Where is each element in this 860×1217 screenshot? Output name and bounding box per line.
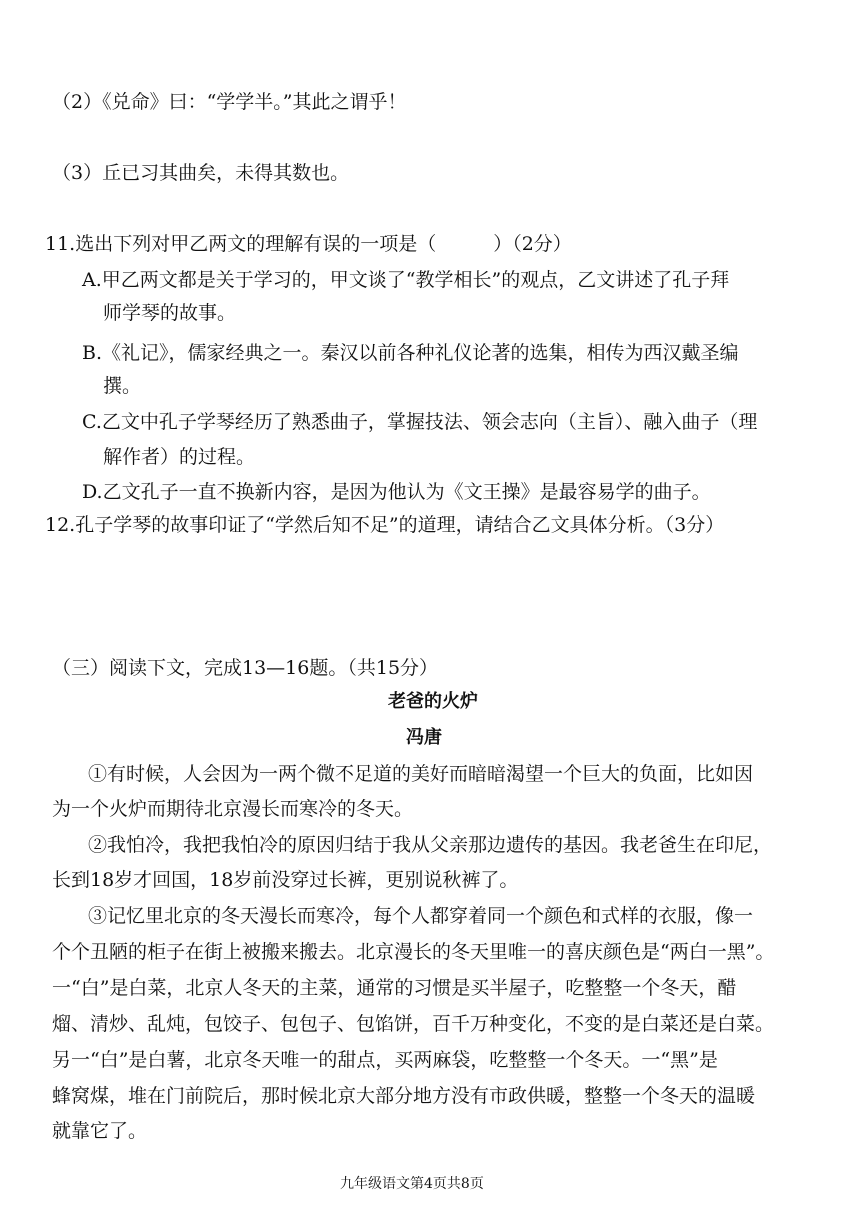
section-3-heading: （三）阅读下文，完成13—16题。（共15分）	[52, 657, 439, 679]
question-10-item-3: （3）丘已习其曲矣，未得其数也。	[52, 162, 350, 184]
question-12: 12.孔子学琴的故事印证了“学然后知不足”的道理，请结合乙文具体分析。（3分）	[45, 514, 725, 536]
paragraph-3-line-2: 个个丑陋的柜子在街上被搬来搬去。北京漫长的冬天里唯一的喜庆颜色是“两白一黑”。	[52, 941, 775, 963]
option-b-line-1: B.《礼记》，儒家经典之一。秦汉以前各种礼仪论著的选集，相传为西汉戴圣编	[82, 342, 739, 364]
paragraph-3-line-4: 熘、清炒、乱炖，包饺子、包包子、包馅饼，百千万种变化，不变的是白菜还是白菜。	[52, 1013, 775, 1035]
option-b-line-2: 撰。	[103, 375, 142, 397]
option-d-line-1: D.乙文孔子一直不换新内容，是因为他认为《文王操》是最容易学的曲子。	[82, 481, 711, 503]
option-c-line-2: 解作者）的过程。	[103, 446, 256, 468]
paragraph-2-line-1: ②我怕冷，我把我怕冷的原因归结于我从父亲那边遗传的基因。我老爸生在印尼，	[88, 834, 773, 856]
paragraph-3-line-1: ③记忆里北京的冬天漫长而寒冷，每个人都穿着同一个颜色和式样的衣服，像一	[88, 905, 754, 927]
page-footer: 九年级语文第4页共8页	[340, 1176, 484, 1192]
paragraph-1-line-2: 为一个火炉而期待北京漫长而寒冷的冬天。	[52, 798, 414, 820]
paragraph-2-line-2: 长到18岁才回国，18岁前没穿过长裤，更别说秋裤了。	[52, 869, 519, 891]
paragraph-1-line-1: ①有时候，人会因为一两个微不足道的美好而暗暗渴望一个巨大的负面，比如因	[88, 763, 754, 785]
paragraph-3-line-7: 就靠它了。	[52, 1120, 148, 1142]
paragraph-3-line-5: 另一“白”是白薯，北京冬天唯一的甜点，买两麻袋，吃整整一个冬天。一“黑”是	[52, 1049, 718, 1071]
option-a-line-1: A.甲乙两文都是关于学习的，甲文谈了“教学相长”的观点，乙文讲述了孔子拜	[82, 269, 730, 291]
question-11-stem: 11.选出下列对甲乙两文的理解有误的一项是（ ）（2分）	[45, 233, 572, 255]
article-title: 老爸的火炉	[388, 691, 478, 712]
paragraph-3-line-3: 一“白”是白菜，北京人冬天的主菜，通常的习惯是买半屋子，吃整整一个冬天，醋	[52, 977, 737, 999]
option-c-line-1: C.乙文中孔子学琴经历了熟悉曲子，掌握技法、领会志向（主旨）、融入曲子（理	[82, 411, 758, 433]
paragraph-3-line-6: 蜂窝煤，堆在门前院后，那时候北京大部分地方没有市政供暖，整整一个冬天的温暖	[52, 1085, 756, 1107]
article-author: 冯唐	[406, 727, 442, 748]
option-a-line-2: 师学琴的故事。	[103, 302, 237, 324]
question-10-item-2: （2）《兑命》曰：“学学半。”其此之谓乎！	[52, 91, 407, 113]
